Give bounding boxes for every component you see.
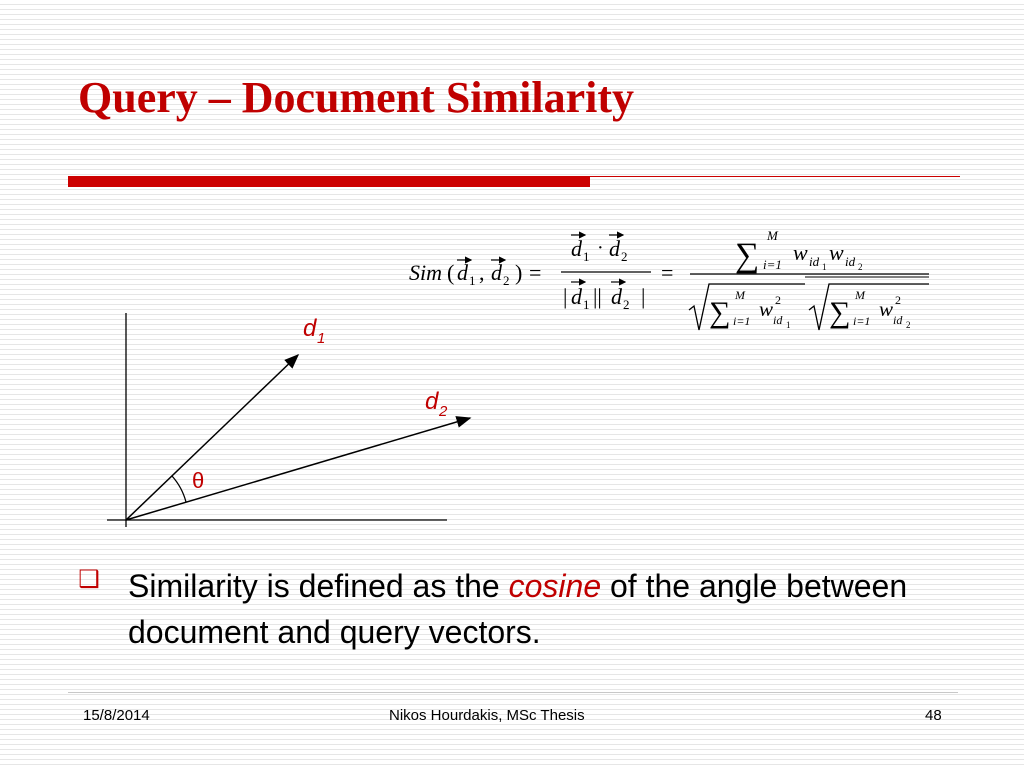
svg-text:i=1: i=1 [733, 314, 751, 328]
label-d1 [303, 315, 325, 347]
svg-text:id: id [773, 313, 783, 327]
svg-text:d: d [571, 236, 582, 261]
svg-text:2: 2 [623, 297, 630, 312]
svg-text:(: ( [447, 260, 455, 285]
svg-text:d: d [491, 260, 502, 285]
svg-text:d: d [571, 284, 582, 309]
title-rule-thick [68, 176, 590, 187]
svg-text:w: w [829, 240, 844, 265]
svg-text:d: d [457, 260, 468, 285]
svg-text:2: 2 [621, 249, 628, 264]
svg-text:∑: ∑ [709, 296, 731, 329]
svg-text:d: d [611, 284, 622, 309]
label-d2 [425, 388, 448, 420]
svg-text:1: 1 [822, 262, 827, 272]
svg-text:w: w [793, 240, 808, 265]
svg-text:w: w [759, 297, 774, 321]
svg-text:2: 2 [895, 293, 901, 307]
svg-text:∑: ∑ [735, 237, 760, 274]
checkbox-bullet-icon: ❑ [78, 566, 100, 593]
svg-text:1: 1 [583, 297, 590, 312]
svg-text:d: d [609, 236, 620, 261]
svg-text:,: , [479, 260, 485, 285]
svg-text:2: 2 [906, 320, 911, 330]
svg-text:1: 1 [786, 320, 791, 330]
svg-text:2: 2 [439, 403, 448, 420]
svg-text:1: 1 [317, 330, 326, 347]
svg-text:): ) [515, 260, 523, 285]
svg-text:id: id [845, 254, 856, 269]
svg-text:=: = [661, 260, 674, 285]
footer-date: 15/8/2014 [83, 707, 150, 724]
slide-title: Query – Document Similarity [78, 73, 635, 122]
title-rule-thin [590, 176, 960, 177]
svg-text:∑: ∑ [829, 296, 851, 329]
svg-text:||: || [593, 284, 602, 309]
svg-text:M: M [767, 228, 778, 243]
svg-text:|: | [641, 284, 646, 309]
svg-text:i=1: i=1 [853, 314, 871, 328]
svg-text:w: w [879, 297, 894, 321]
svg-text:1: 1 [469, 273, 476, 288]
svg-text:2: 2 [858, 262, 863, 272]
vector-d2-arrow [126, 418, 470, 520]
bullet-emphasis: cosine [508, 568, 602, 604]
svg-text:1: 1 [583, 249, 590, 264]
svg-text:2: 2 [775, 293, 781, 307]
footer-author: Nikos Hourdakis, MSc Thesis [389, 707, 585, 724]
svg-text:id: id [893, 313, 903, 327]
cosine-similarity-formula [405, 222, 945, 342]
label-theta: θ [192, 468, 205, 493]
formula-sim: Sim [409, 260, 442, 285]
svg-text:=: = [529, 260, 542, 285]
svg-text:d: d [303, 315, 317, 342]
svg-text:M: M [735, 288, 745, 302]
svg-text:|: | [563, 284, 568, 309]
svg-text:2: 2 [503, 273, 510, 288]
svg-text:·: · [597, 237, 604, 259]
vector-angle-diagram [105, 305, 485, 535]
svg-text:i=1: i=1 [763, 257, 782, 272]
bullet-text: Similarity is defined as the cosine of the angle between document and query vectors. [128, 568, 908, 650]
svg-text:d: d [425, 388, 439, 415]
footer-divider [68, 692, 958, 693]
theta-arc [172, 476, 186, 502]
svg-text:id: id [809, 254, 820, 269]
footer-page-number: 48 [925, 707, 942, 724]
svg-text:M: M [855, 288, 865, 302]
